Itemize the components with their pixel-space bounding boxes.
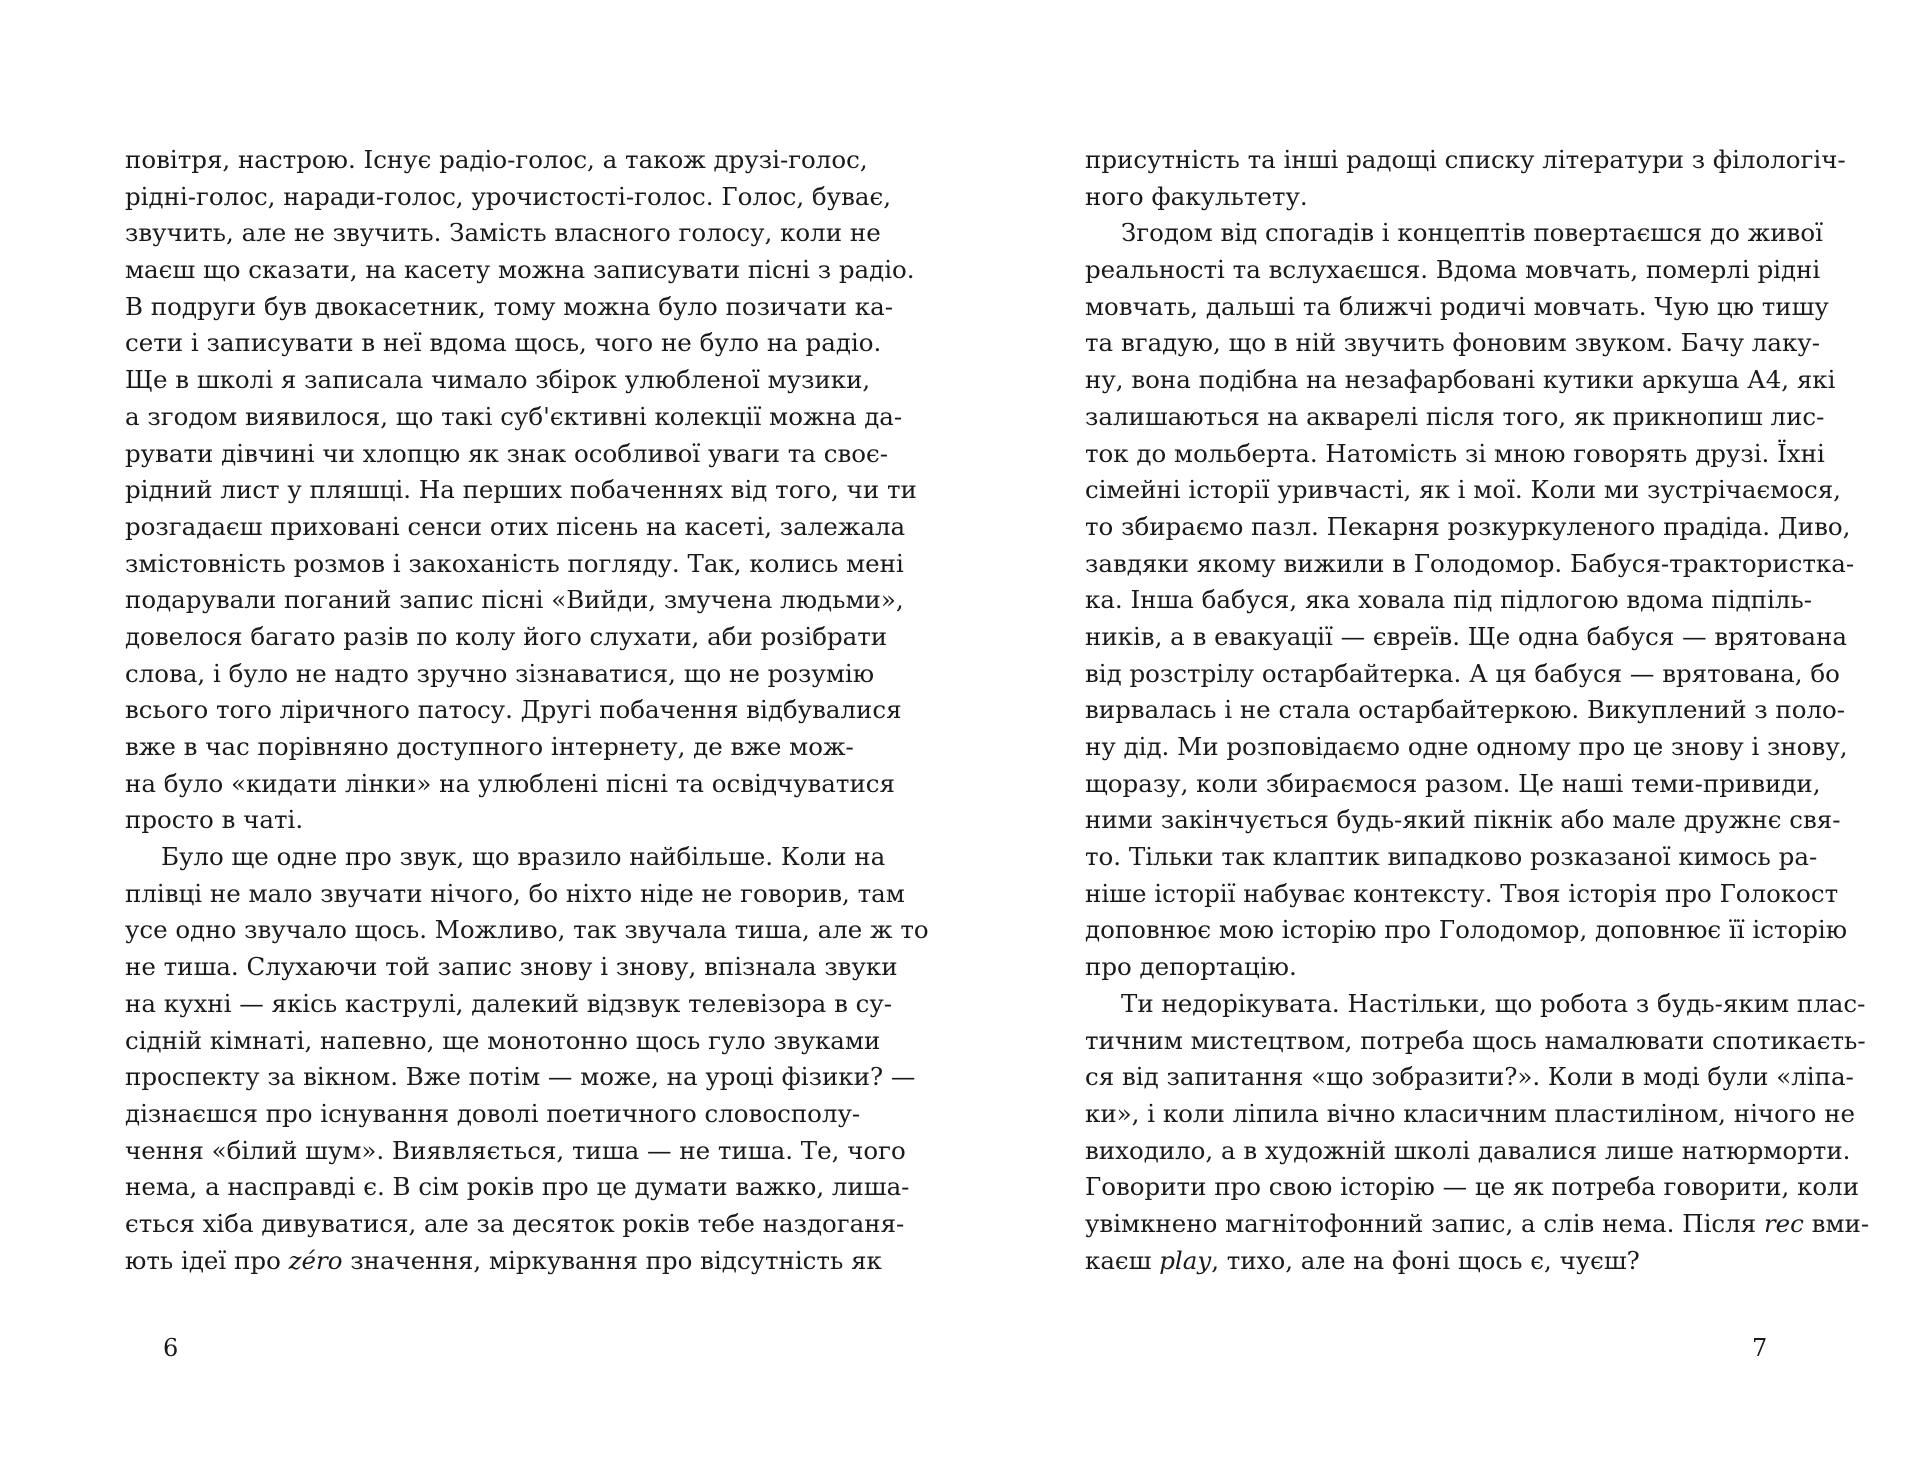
- right-line-20: то. Тільки так клаптик випадково розказаної кимось ра-: [1085, 842, 1818, 872]
- left-line-3: звучить, але не звучить. Замість власного голосу, коли не: [125, 218, 881, 248]
- left-line-20: Було ще одне про звук, що вразило найбільше. Коли на: [161, 842, 886, 872]
- right-line-11: то збираємо пазл. Пекарня розкуркуленого прадіда. Диво,: [1085, 511, 1851, 541]
- right-line-24: Ти недорікувата. Настільки, що робота з будь-яким плас-: [1121, 988, 1866, 1018]
- left-line-12: змістовність розмов і закоханість погляду. Так, колись мені: [125, 548, 904, 578]
- right-line-1: присутність та інші радощі списку літератури з філологіч-: [1085, 145, 1846, 174]
- left-line-5: В подруги був двокасетник, тому можна було позичати ка-: [125, 291, 893, 321]
- right-line-31-start: каєш: [1085, 1245, 1160, 1275]
- left-line-15: слова, і було не надто зручно зізнаватися, що не розумію: [125, 658, 875, 688]
- left-line-26: проспекту за вікном. Вже потім — може, на уроці фізики? —: [125, 1062, 916, 1092]
- right-line-31-italic: play: [1159, 1245, 1212, 1275]
- left-line-30: ється хіба дивуватися, але за десяток років тебе наздоганя-: [125, 1208, 905, 1238]
- left-line-28: чення «білий шум». Виявляється, тиша — не тиша. Те, чого: [125, 1135, 906, 1165]
- right-line-15: від розстрілу остарбайтерка. А ця бабуся — врятована, бо: [1085, 658, 1840, 688]
- left-line-31: [125, 1243, 882, 1280]
- right-line-6: та вгадую, що в ній звучить фоновим звуком. Бачу лаку-: [1085, 328, 1820, 358]
- right-line-2: ного факультету.: [1085, 181, 1308, 211]
- left-page: [125, 142, 929, 1279]
- left-line-24: на кухні — якісь каструлі, далекий відзвук телевізора в су-: [125, 988, 893, 1018]
- left-line-6: сети і записувати в неї вдома щось, чого не було на радіо.: [125, 328, 882, 358]
- right-line-27: ки», і коли ліпила вічно класичним пластиліном, нічого не: [1085, 1098, 1856, 1128]
- right-line-3: Згодом від спогадів і концептів повертаєшся до живої: [1121, 218, 1823, 248]
- right-line-29: Говорити про свою історію — це як потреба говорити, коли: [1085, 1172, 1860, 1202]
- right-line-30-italic: rec: [1763, 1208, 1804, 1238]
- left-line-31-start: ють ідеї про: [125, 1245, 289, 1275]
- left-line-13: подарували поганий запис пісні «Вийди, змучена людьми»,: [125, 585, 904, 615]
- left-line-9: рувати дівчині чи хлопцю як знак особливої уваги та своє-: [125, 438, 888, 468]
- right-line-8: залишаються на акварелі після того, як прикнопиш лис-: [1085, 401, 1825, 431]
- left-line-8: а згодом виявилося, що такі суб'єктивні колекції можна да-: [125, 401, 903, 431]
- right-line-30: [1085, 1206, 1870, 1243]
- right-line-21: ніше історії набуває контексту. Твоя історія про Голокост: [1085, 878, 1839, 908]
- right-line-7: ну, вона подібна на незафарбовані кутики аркуша А4, які: [1085, 365, 1836, 395]
- right-line-9: ток до мольберта. Натомість зі мною говорять друзі. Їхні: [1085, 438, 1825, 468]
- left-line-16: всього того ліричного патосу. Другі побачення відбувалися: [125, 695, 902, 725]
- left-line-29: нема, а насправді є. В сім років про це думати важко, лиша-: [125, 1172, 910, 1202]
- right-line-4: реальності та вслухаєшся. Вдома мовчать, померлі рідні: [1085, 255, 1821, 285]
- left-line-31-end: значення, міркування про відсутність як: [342, 1245, 882, 1275]
- left-line-22: усе одно звучало щось. Можливо, так звучала тиша, але ж то: [125, 915, 929, 945]
- left-line-4: маєш що сказати, на касету можна записувати пісні з радіо.: [125, 255, 915, 285]
- right-line-5: мовчать, дальші та ближчі родичі мовчать. Чую цю тишу: [1085, 291, 1829, 321]
- left-line-19: просто в чаті.: [125, 805, 304, 835]
- left-line-2: рідні-голос, наради-голос, урочистості-голос. Голос, буває,: [125, 181, 892, 211]
- left-line-1: повітря, настрою. Існує радіо-голос, а також друзі-голос,: [125, 145, 868, 174]
- right-line-28: виходило, а в художній школі давалися лише натюрморти.: [1085, 1135, 1851, 1165]
- left-line-27: дізнаєшся про існування доволі поетичного словосполу-: [125, 1098, 861, 1128]
- left-line-23: не тиша. Слухаючи той запис знову і знову, впізнала звуки: [125, 952, 898, 982]
- right-line-26: ся від запитання «що зобразити?». Коли в моді були «ліпа-: [1085, 1062, 1854, 1092]
- left-line-31-italic: zéro: [288, 1245, 343, 1275]
- left-line-18: на було «кидати лінки» на улюблені пісні та освідчуватися: [125, 768, 895, 798]
- right-page: [1085, 142, 1870, 1279]
- right-line-13: ка. Інша бабуся, яка ховала під підлогою вдома підпіль-: [1085, 585, 1813, 615]
- right-line-30-end: вми-: [1803, 1208, 1870, 1238]
- right-line-12: завдяки якому вижили в Голодомор. Бабуся-трактористка-: [1085, 548, 1855, 578]
- left-line-7: Ще в школі я записала чимало збірок улюбленої музики,: [125, 365, 871, 395]
- right-line-25: тичним мистецтвом, потреба щось намалювати спотикаєть-: [1085, 1025, 1866, 1055]
- right-line-31: [1085, 1243, 1810, 1280]
- right-line-30-start: увімкнено магнітофонний запис, а слів нема. Після: [1085, 1208, 1764, 1238]
- right-line-22: доповнює мою історію про Голодомор, доповнює її історію: [1085, 915, 1848, 945]
- right-line-16: вирвалась і не стала остарбайтеркою. Викуплений з поло-: [1085, 695, 1846, 725]
- right-page-number: 7: [1752, 1334, 1768, 1362]
- left-line-17: вже в час порівняно доступного інтернету, де вже мож-: [125, 732, 854, 761]
- right-line-19: ними закінчується будь-який пікнік або мале дружнє свя-: [1085, 805, 1841, 835]
- right-line-10: сімейні історії уривчасті, як і мої. Коли ми зустрічаємося,: [1085, 475, 1841, 505]
- left-line-21: плівці не мало звучати нічого, бо ніхто ніде не говорив, там: [125, 878, 905, 908]
- left-line-25: сідній кімнаті, напевно, ще монотонно щось гуло звуками: [125, 1025, 881, 1055]
- left-line-11: розгадаєш приховані сенси отих пісень на касеті, залежала: [125, 511, 906, 541]
- right-line-17: ну дід. Ми розповідаємо одне одному про це знову і знову,: [1085, 732, 1848, 761]
- right-line-31-end: , тихо, але на фоні щось є, чуєш?: [1211, 1245, 1640, 1275]
- left-page-number: 6: [163, 1334, 179, 1362]
- right-line-18: щоразу, коли збираємося разом. Це наші теми-привиди,: [1085, 768, 1821, 798]
- left-line-14: довелося багато разів по колу його слухати, аби розібрати: [125, 621, 888, 651]
- right-line-14: ників, а в евакуації — євреїв. Ще одна бабуся — врятована: [1085, 621, 1847, 651]
- right-line-23: про депортацію.: [1085, 952, 1297, 982]
- left-line-10: рідний лист у пляшці. На перших побаченнях від того, чи ти: [125, 475, 917, 505]
